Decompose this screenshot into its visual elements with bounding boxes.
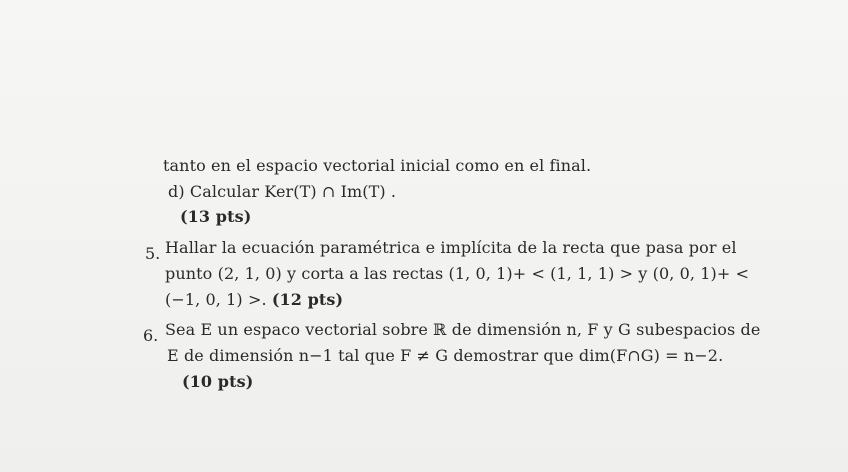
prev-item-line-1: tanto en el espacio vectorial inicial como en el final.	[163, 156, 592, 175]
item-6-line-2: E de dimensión n−1 tal que F ≠ G demostrar que dim(F∩G) = n−2.	[167, 346, 724, 365]
item-5-number: 5.	[145, 244, 161, 263]
item-6-line-1: Sea E un espaco vectorial sobre ℝ de dimensión n, F y G subespacios de	[165, 320, 761, 339]
item-5-line-2: punto (2, 1, 0) y corta a las rectas (1, 0, 1)+ < (1, 1, 1) > y (0, 0, 1)+ <	[165, 264, 750, 283]
item-5-points: (12 pts)	[271, 290, 344, 309]
item-6-points: (10 pts)	[182, 372, 254, 391]
prev-item-line-2: d) Calcular Ker(T) ∩ Im(T) .	[168, 182, 397, 201]
item-5-line-3-text: (−1, 0, 1) >.	[165, 290, 267, 309]
item-5-line-3	[165, 290, 343, 310]
item-6-number: 6.	[143, 326, 159, 345]
item-5-line-1: Hallar la ecuación paramétrica e implícita de la recta que pasa por el	[165, 238, 737, 257]
prev-item-points: (13 pts)	[180, 207, 252, 226]
